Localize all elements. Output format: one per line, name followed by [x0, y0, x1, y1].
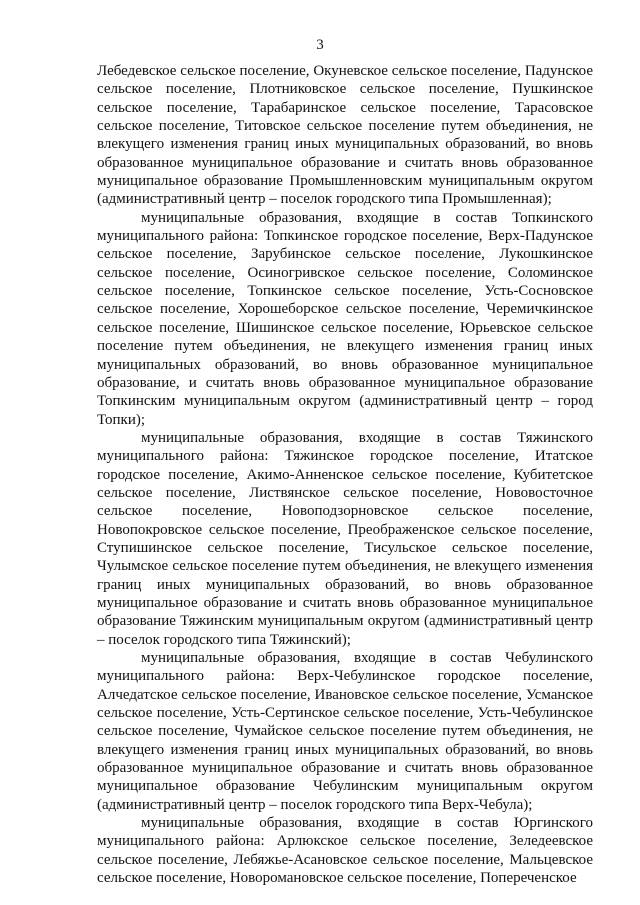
- paragraph-continuation: Лебедевское сельское поселение, Окуневское сельское поселение, Падунское сельское поселение, Плотниковское сельское поселение, Пушкинское сельское поселение, Тарабаринское сельское поселение, Тарасовское сельское поселение, Титовское сельское поселение путем объединения, не влекущего изменения границ иных муниципальных образований, во вновь образованное муниципальное образование и считать вновь образованное муниципальное образование Промышленновским муниципальным округом (административный центр – поселок городского типа Промышленная);: [97, 63, 593, 208]
- paragraph-yurga: муниципальные образования, входящие в состав Юргинского муниципального района: Арлюкское сельское поселение, Зеледеевское сельское поселение, Лебяжье-Асановское сельское поселение, Мальцевское сельское поселение, Новоромановское сельское поселение, Поперечeнское: [97, 815, 593, 887]
- document-body: [97, 62, 593, 887]
- paragraph-topki: муниципальные образования, входящие в состав Топкинского муниципального района: Топкинское городское поселение, Верх-Падунское сельское поселение, Зарубинское сельское поселение, Лукошкинское сельское поселение, Осиногривское сельское поселение, Соломинское сельское поселение, Топкинское сельское поселение, Усть-Сосновское сельское поселение, Хорошеборское сельское поселение, Черемичкинское сельское поселение, Шишинское сельское поселение, Юрьевское сельское поселение путем объединения, не влекущего изменения границ иных муниципальных образований, во вновь образованное муниципальное образование, и считать вновь образованное муниципальное образование Топкинским муниципальным округом (административный центр – город Топки);: [97, 209, 593, 428]
- paragraph-chebula: муниципальные образования, входящие в состав Чебулинского муниципального района: Верх-Чебулинское городское поселение, Алчедатское сельское поселение, Ивановское сельское поселение, Усманское сельское поселение, Усть-Сертинское сельское поселение, Усть-Чебулинское сельское поселение, Чумайское сельское поселение путем объединения, не влекущего изменения границ иных муниципальных образований, во вновь образованное муниципальное образование и считать вновь образованное муниципальное образование Чебулинским муниципальным округом (административный центр – поселок городского типа Верх-Чебула);: [97, 650, 593, 813]
- paragraph-tyazhin: муниципальные образования, входящие в состав Тяжинского муниципального района: Тяжинское городское поселение, Итатское городское поселение, Акимо-Анненское сельское поселение, Кубитетское сельское поселение, Листвянское сельское поселение, Нововосточное сельское поселение, Новоподзорновское сельское поселение, Новопокровское сельское поселение, Преображенское сельское поселение, Ступишинское сельское поселение, Тисульское сельское поселение, Чулымское сельское поселение путем объединения, не влекущего изменения границ иных муниципальных образований, во вновь образованное муниципальное образование и считать вновь образованное муниципальное образование Тяжинским муниципальным округом (административный центр – поселок городского типа Тяжинский);: [97, 429, 593, 648]
- page-number: 3: [316, 37, 324, 53]
